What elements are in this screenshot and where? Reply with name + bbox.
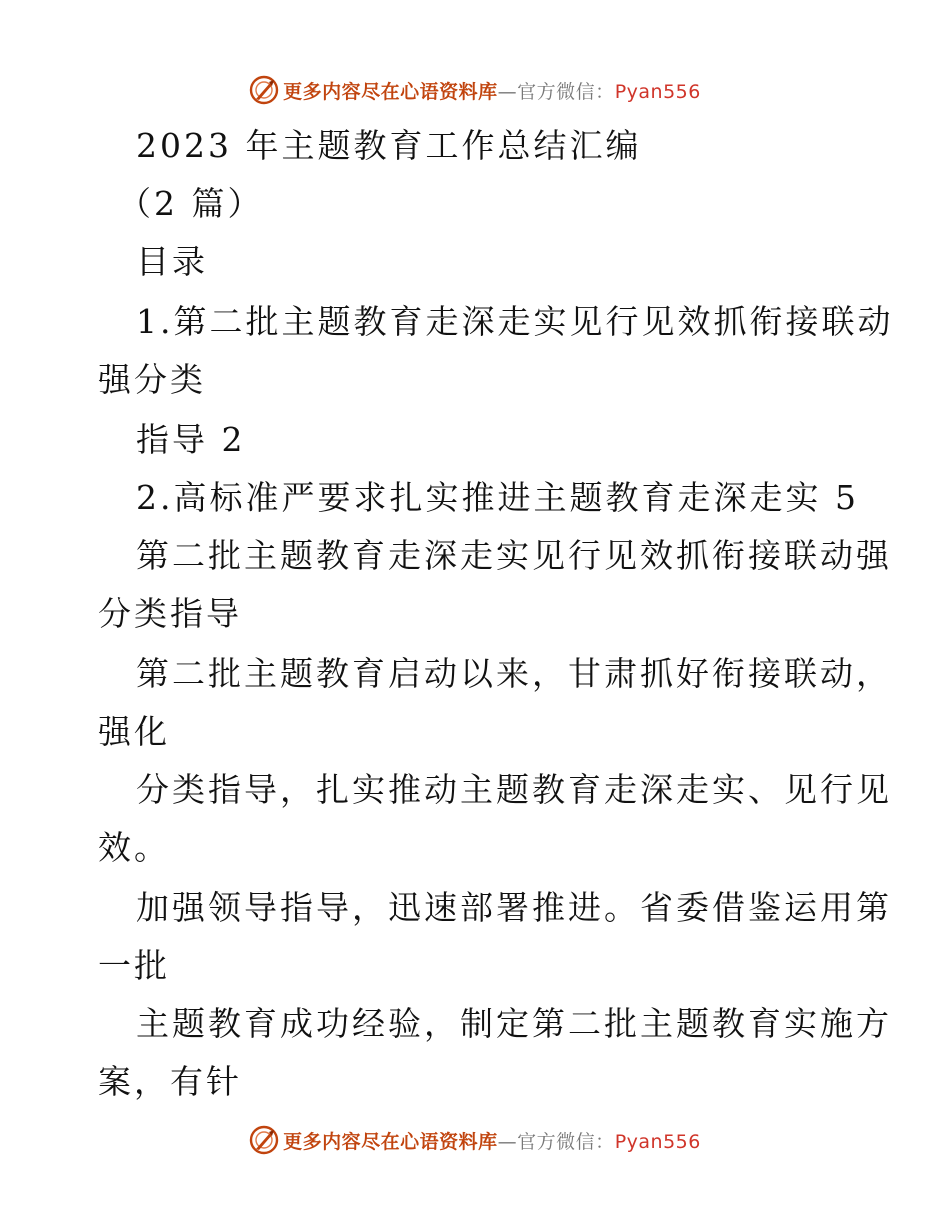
document-title: 2023 年主题教育工作总结汇编 bbox=[136, 126, 642, 165]
watermark-wechat-label: 官方微信： bbox=[517, 80, 615, 103]
section-heading-line-1: 第二批主题教育走深走实见行见效抓衔接联动强 bbox=[136, 536, 892, 575]
toc-heading: 目录 bbox=[136, 242, 208, 281]
watermark-dash: — bbox=[497, 80, 518, 103]
watermark-text bbox=[283, 77, 701, 104]
watermark-dash: — bbox=[497, 1130, 518, 1153]
document-subtitle: （2 篇） bbox=[118, 184, 264, 223]
paragraph-line: 加强领导指导，迅速部署推进。省委借鉴运用第 bbox=[136, 888, 892, 927]
paragraph-line: 分类指导，扎实推动主题教育走深走实、见行见 bbox=[136, 770, 892, 809]
toc-item-1-line-3: 指导 2 bbox=[136, 420, 246, 459]
footer-watermark bbox=[0, 1120, 950, 1160]
paragraph-line: 强化 bbox=[98, 712, 170, 751]
watermark-wechat-label: 官方微信： bbox=[517, 1130, 615, 1153]
watermark-brand: 更多内容尽在心语资料库 bbox=[283, 80, 498, 103]
paragraph-line: 主题教育成功经验，制定第二批主题教育实施方 bbox=[136, 1004, 892, 1043]
watermark-wechat-id: Pyan556 bbox=[614, 80, 701, 103]
toc-item-1-line-1: 1.第二批主题教育走深走实见行见效抓衔接联动 bbox=[136, 302, 894, 341]
paragraph-line: 案，有针 bbox=[98, 1062, 242, 1101]
section-heading-line-2: 分类指导 bbox=[98, 594, 242, 633]
watermark-text bbox=[283, 1127, 701, 1154]
quill-pen-logo-icon bbox=[249, 75, 279, 105]
watermark-brand: 更多内容尽在心语资料库 bbox=[283, 1130, 498, 1153]
watermark-wechat-id: Pyan556 bbox=[614, 1130, 701, 1153]
toc-item-2: 2.高标准严要求扎实推进主题教育走深走实 5 bbox=[136, 478, 859, 517]
paragraph-line: 一批 bbox=[98, 946, 170, 985]
toc-item-1-line-2: 强分类 bbox=[98, 360, 206, 399]
paragraph-line: 效。 bbox=[98, 828, 170, 867]
quill-pen-logo-icon bbox=[249, 1125, 279, 1155]
paragraph-line: 第二批主题教育启动以来，甘肃抓好衔接联动， bbox=[136, 654, 892, 693]
header-watermark bbox=[0, 70, 950, 110]
